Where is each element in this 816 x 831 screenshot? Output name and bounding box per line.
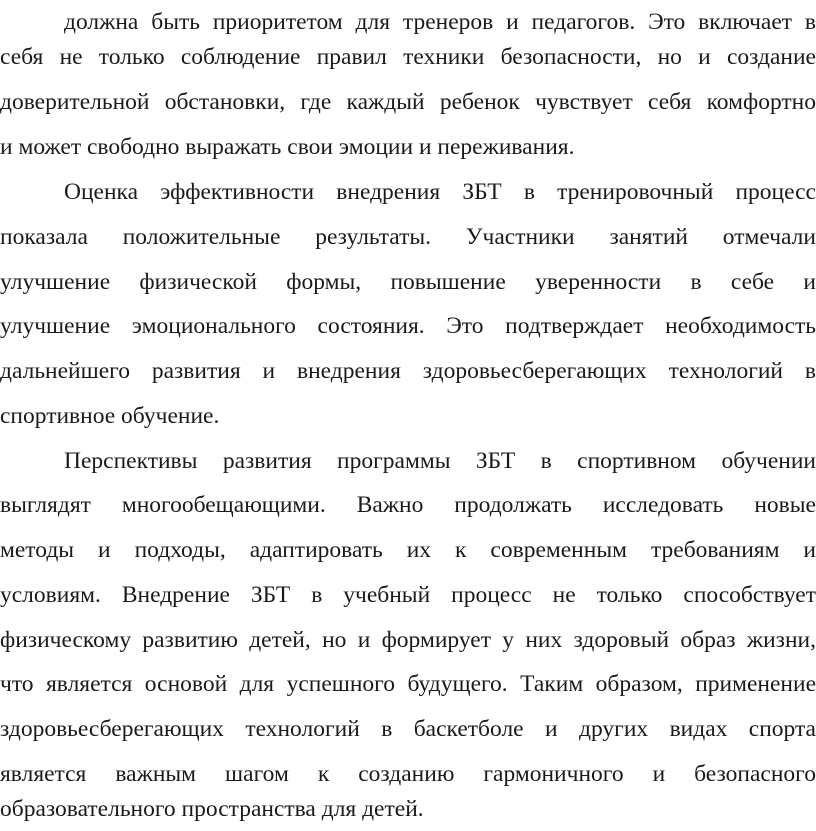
text-line: выглядят многообещающими. Важно продолжать исследовать новые <box>0 492 816 518</box>
text-line: методы и подходы, адаптировать их к современным требованиям и <box>0 537 816 563</box>
text-line: должна быть приоритетом для тренеров и педагогов. Это включает в <box>64 9 816 35</box>
text-line: дальнейшего развития и внедрения здоровьесберегающих технологий в <box>0 358 816 384</box>
paragraph-first-line: Перспективы развития программы ЗБТ в спортивном обучении <box>64 448 816 474</box>
text-line: условиям. Внедрение ЗБТ в учебный процесс не только способствует <box>0 582 816 608</box>
text-line: доверительной обстановки, где каждый ребенок чувствует себя комфортно <box>0 89 816 115</box>
text-line: показала положительные результаты. Участники занятий отмечали <box>0 224 816 250</box>
text-line: себя не только соблюдение правил техники безопасности, но и создание <box>0 44 816 70</box>
text-line: и может свободно выражать свои эмоции и переживания. <box>0 134 575 160</box>
text-line: что является основой для успешного будущего. Таким образом, применение <box>0 671 816 697</box>
paragraph-first-line: Оценка эффективности внедрения ЗБТ в тренировочный процесс <box>64 179 816 205</box>
text-line: улучшение физической формы, повышение уверенности в себе и <box>0 269 816 295</box>
text-line: улучшение эмоционального состояния. Это подтверждает необходимость <box>0 313 816 339</box>
text-line: является важным шагом к созданию гармоничного и безопасного <box>0 761 816 787</box>
text-line: физическому развитию детей, но и формирует у них здоровый образ жизни, <box>0 627 816 653</box>
text-line: здоровьесберегающих технологий в баскетболе и других видах спорта <box>0 716 816 742</box>
text-line: спортивное обучение. <box>0 403 220 429</box>
text-line: образовательного пространства для детей. <box>0 796 424 822</box>
